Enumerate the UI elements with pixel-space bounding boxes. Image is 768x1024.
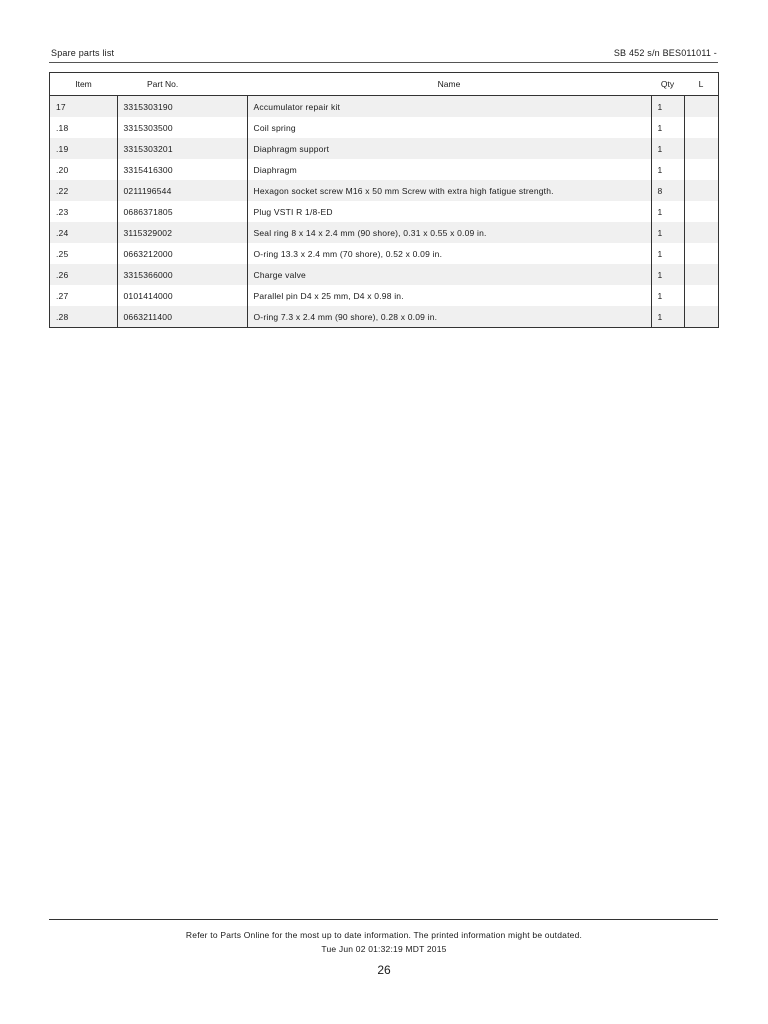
cell-qty: 1 [651, 243, 684, 264]
cell-item: .23 [50, 201, 118, 222]
cell-qty: 1 [651, 159, 684, 180]
cell-item: .25 [50, 243, 118, 264]
cell-qty: 1 [651, 306, 684, 328]
table-row [50, 138, 719, 159]
cell-part-no: 3315416300 [117, 159, 247, 180]
column-header-item: Item [50, 73, 118, 96]
cell-l [684, 285, 719, 306]
cell-name: O-ring 13.3 x 2.4 mm (70 shore), 0.52 x 0.09 in. [247, 243, 651, 264]
cell-qty: 1 [651, 285, 684, 306]
cell-part-no: 0663211400 [117, 306, 247, 328]
table-row [50, 222, 719, 243]
footer-divider [49, 919, 718, 920]
cell-item: .26 [50, 264, 118, 285]
cell-qty: 8 [651, 180, 684, 201]
cell-qty: 1 [651, 222, 684, 243]
cell-name: O-ring 7.3 x 2.4 mm (90 shore), 0.28 x 0.09 in. [247, 306, 651, 328]
column-header-qty: Qty [651, 73, 684, 96]
cell-item: 17 [50, 96, 118, 118]
table-row [50, 159, 719, 180]
cell-item: .18 [50, 117, 118, 138]
table-row [50, 117, 719, 138]
document-title: Spare parts list [51, 48, 115, 58]
footer-note: Refer to Parts Online for the most up to date information. The printed information might be outdated. [185, 930, 583, 940]
cell-item: .22 [50, 180, 118, 201]
cell-part-no: 0101414000 [117, 285, 247, 306]
cell-qty: 1 [651, 96, 684, 118]
cell-name: Hexagon socket screw M16 x 50 mm Screw with extra high fatigue strength. [247, 180, 651, 201]
cell-qty: 1 [651, 264, 684, 285]
cell-l [684, 117, 719, 138]
table-row [50, 96, 719, 118]
cell-name: Accumulator repair kit [247, 96, 651, 118]
cell-name: Parallel pin D4 x 25 mm, D4 x 0.98 in. [247, 285, 651, 306]
cell-part-no: 0663212000 [117, 243, 247, 264]
cell-l [684, 180, 719, 201]
table-row [50, 243, 719, 264]
cell-name: Plug VSTI R 1/8-ED [247, 201, 651, 222]
header-divider [49, 62, 718, 63]
cell-name: Charge valve [247, 264, 651, 285]
cell-l [684, 264, 719, 285]
cell-item: .19 [50, 138, 118, 159]
cell-qty: 1 [651, 201, 684, 222]
cell-part-no: 3115329002 [117, 222, 247, 243]
cell-qty: 1 [651, 117, 684, 138]
cell-name: Seal ring 8 x 14 x 2.4 mm (90 shore), 0.31 x 0.55 x 0.09 in. [247, 222, 651, 243]
table-row [50, 264, 719, 285]
table-body [50, 96, 719, 328]
page-number: 26 [377, 963, 391, 977]
cell-part-no: 0211196544 [117, 180, 247, 201]
cell-item: .28 [50, 306, 118, 328]
cell-part-no: 0686371805 [117, 201, 247, 222]
cell-part-no: 3315366000 [117, 264, 247, 285]
cell-item: .20 [50, 159, 118, 180]
table-row [50, 201, 719, 222]
table-row [50, 306, 719, 328]
cell-item: .27 [50, 285, 118, 306]
cell-name: Diaphragm support [247, 138, 651, 159]
column-header-l: L [684, 73, 719, 96]
cell-qty: 1 [651, 138, 684, 159]
cell-name: Diaphragm [247, 159, 651, 180]
cell-l [684, 201, 719, 222]
model-serial-label: SB 452 s/n BES011011 - [613, 48, 717, 58]
cell-name: Coil spring [247, 117, 651, 138]
table-row [50, 180, 719, 201]
cell-part-no: 3315303201 [117, 138, 247, 159]
table-header-row [50, 73, 719, 96]
cell-l [684, 159, 719, 180]
cell-l [684, 222, 719, 243]
print-timestamp: Tue Jun 02 01:32:19 MDT 2015 [321, 944, 447, 954]
cell-part-no: 3315303500 [117, 117, 247, 138]
cell-part-no: 3315303190 [117, 96, 247, 118]
column-header-part-no: Part No. [117, 73, 247, 96]
table-row [50, 285, 719, 306]
cell-item: .24 [50, 222, 118, 243]
column-header-name: Name [247, 73, 651, 96]
cell-l [684, 96, 719, 118]
cell-l [684, 306, 719, 328]
spare-parts-table [49, 72, 719, 328]
cell-l [684, 138, 719, 159]
cell-l [684, 243, 719, 264]
